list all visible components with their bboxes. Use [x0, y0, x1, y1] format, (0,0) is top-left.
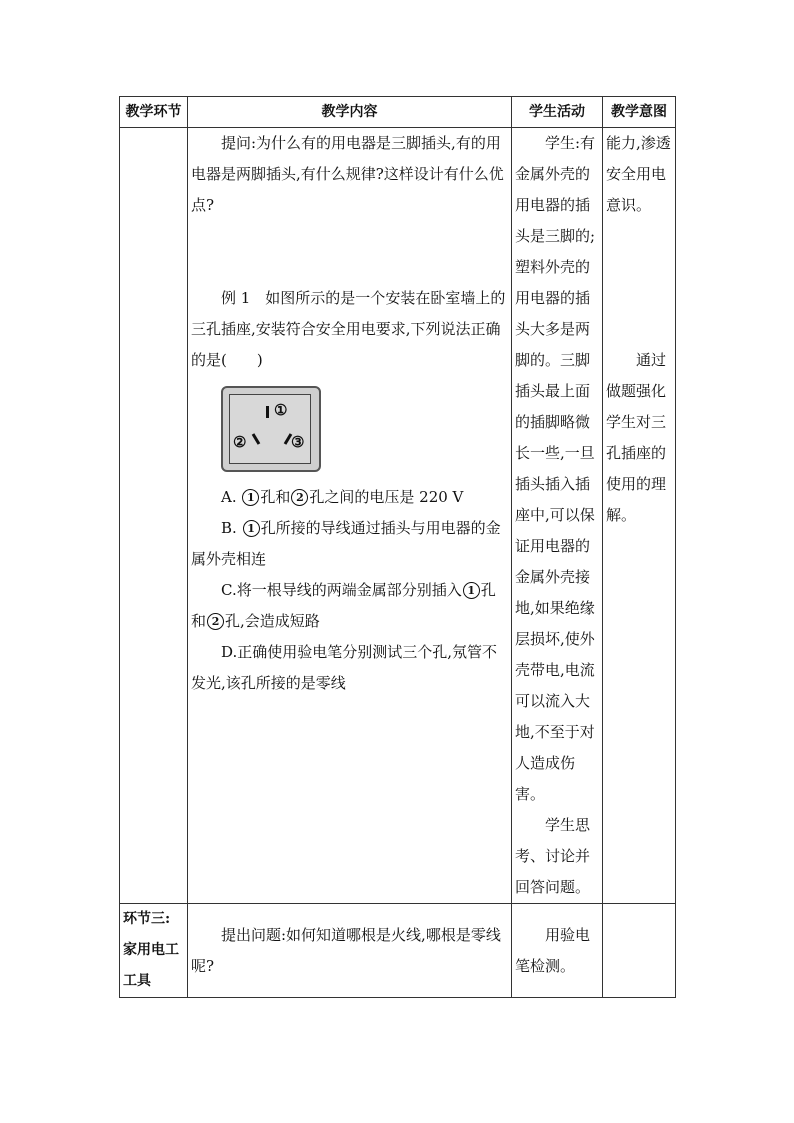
stage-cell-empty	[120, 128, 188, 904]
intent-practice: 通过做题强化学生对三孔插座的使用的理解。	[606, 351, 667, 524]
lesson-plan-table	[119, 96, 676, 998]
example-stem: 例 1 如图所示的是一个安装在卧室墙上的三孔插座,安装符合安全用电要求,下列说法正确的是( )	[191, 289, 506, 369]
option-b: B. 1 孔所接的导线通过插头与用电器的金属外壳相连	[191, 519, 501, 568]
intent-cell	[603, 904, 676, 998]
header-intent: 教学意图	[603, 97, 676, 128]
three-hole-socket-icon	[221, 386, 321, 472]
header-content: 教学内容	[188, 97, 512, 128]
option-c: C.将一根导线的两端金属部分别插入 1 孔和 2 孔,会造成短路	[191, 581, 496, 630]
student-answer: 用验电笔检测。	[515, 926, 591, 975]
header-row	[120, 97, 676, 128]
section-title: 环节三:家用电工工具	[123, 911, 179, 989]
student-activity-cell	[512, 128, 603, 904]
content-cell	[188, 128, 512, 904]
header-student-activity: 学生活动	[512, 97, 603, 128]
header-stage: 教学环节	[120, 97, 188, 128]
student-answer: 学生:有金属外壳的用电器的插头是三脚的;塑料外壳的用电器的插头大多是两脚的。三脚插头最上面的插脚略微长一些,一旦插头插入插座中,可以保证用电器的金属外壳接地,如果绝缘层损坏,使外壳带电,电流可以流入大地,不至于对人造成伤害。	[515, 134, 596, 803]
stage-cell	[120, 904, 188, 998]
option-a: A. 1 孔和 2 孔之间的电压是 220 V	[221, 488, 464, 506]
question-text: 提问:为什么有的用电器是三脚插头,有的用电器是两脚插头,有什么规律?这样设计有什么优点?	[191, 134, 504, 214]
content-cell	[188, 904, 512, 998]
socket-label-1: ①	[274, 401, 288, 419]
intent-safety: 能力,渗透安全用电意识。	[606, 134, 671, 214]
student-discussion: 学生思考、讨论并回答问题。	[515, 816, 591, 896]
table-row	[120, 128, 676, 904]
socket-label-3: ③	[291, 433, 305, 451]
option-d: D.正确使用验电笔分别测试三个孔,氖管不发光,该孔所接的是零线	[191, 643, 498, 692]
question-text: 提出问题:如何知道哪根是火线,哪根是零线呢?	[191, 926, 501, 975]
socket-label-2: ②	[233, 433, 247, 451]
table-row	[120, 904, 676, 998]
student-activity-cell	[512, 904, 603, 998]
socket-figure	[191, 376, 508, 482]
intent-cell	[603, 128, 676, 904]
